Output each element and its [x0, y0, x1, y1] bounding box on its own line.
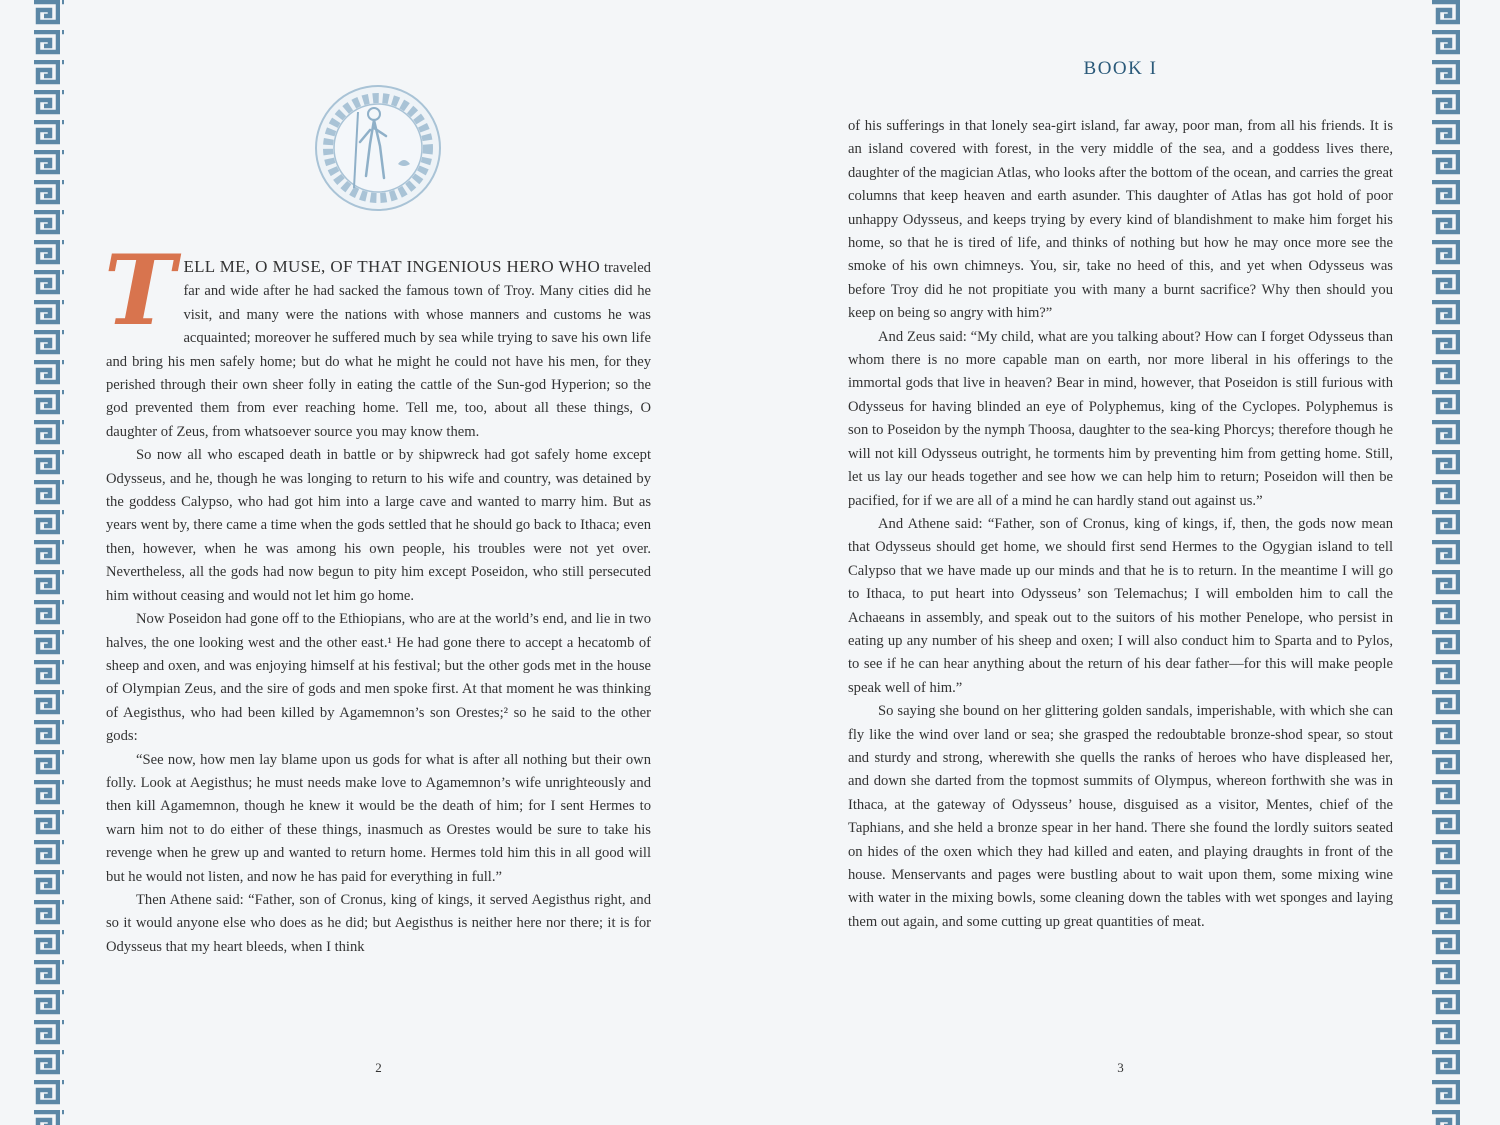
- right-greek-key-border: [1430, 0, 1500, 1125]
- paragraph: And Athene said: “Father, son of Cronus, king of kings, if, then, the gods now mean that Odysseus should get home, we should first send Hermes to the Ogygian island to tell Calypso that we have made up our minds and that he is to return. In the meantime I will go to Ithaca, to put heart into Odysseus’ son Telemachus; I will embolden him to call the Achaeans in assembly, and speak out to the suitors of his mother Penelope, who persist in eating up any number of his sheep and oxen; I will also conduct him to Sparta and to Pylos, to see if he can hear anything about the return of his dear father—for this will make people speak well of him.”: [848, 515, 1393, 696]
- paragraph: And Zeus said: “My child, what are you talking about? How can I forget Odysseus than whom there is no more capable man on earth, nor more liberal in his offerings to the immortal gods that live in heaven? Bear in mind, however, that Poseidon is still furious with Odysseus for having blinded an eye of Polyphemus, king of the Cyclopes. Polyphemus is son to Poseidon by the nymph Thoosa, daughter to the sea-king Phorcys; therefore though he will not kill Odysseus outright, he torments him by preventing him from getting home. Still, let us lay our heads together and see how we can help him to return; Poseidon will then be pacified, for if we are all of a mind he can hardly stand out against us.”: [848, 328, 1393, 509]
- lead-caps: ELL ME, O MUSE, OF THAT INGENIOUS HERO WHO: [183, 257, 601, 276]
- greek-key-border-icon: [0, 0, 64, 1125]
- paragraph: Now Poseidon had gone off to the Ethiopians, who are at the world’s end, and lie in two halves, the one looking west and the other east.¹ He had gone there to accept a hecatomb of sheep and oxen, and was enjoying himself at his festival; but the other gods met in the house of Olympian Zeus, and the sire of gods and men spoke first. At that moment he was thinking of Aegisthus, who had been killed by Agamemnon’s son Orestes;² so he said to the other gods:: [106, 611, 651, 745]
- page-number: 3: [1117, 1060, 1124, 1075]
- athena-medallion-icon: [314, 84, 442, 212]
- drop-cap: T: [104, 234, 176, 347]
- running-head: BOOK I: [1083, 58, 1158, 79]
- paragraph: of his sufferings in that lonely sea-girt island, far away, poor man, from all his friends. It is an island covered with forest, in the very middle of the sea, and a goddess lives there, daughter of the magician Atlas, who looks after the bottom of the ocean, and carries the great columns that keep heaven and earth asunder. This daughter of Atlas has got hold of poor unhappy Odysseus, and keeps trying by every kind of blandishment to make him forget his home, so that he is tired of life, and thinks of nothing but how he may once more see the smoke of his own chimneys. You, sir, take no heed of this, and yet when Odysseus was before Troy did he not propitiate you with many a burnt sacrifice? Why then should you keep on being so angry with him?”: [848, 118, 1393, 322]
- right-page-text: [848, 115, 1393, 934]
- paragraph-text: traveled far and wide after he had sacked the famous town of Troy. Many cities did he visit, and many were the nations with whose manners and customs he was acquainted; moreover he suffered much by sea while trying to save his own life and bring his men safely home; but do what he might he could not have his men, for they perished through their own sheer folly in eating the cattle of the Sun-god Hyperion; so the god prevented them from ever reaching home. Tell me, too, about all these things, O daughter of Zeus, from whatsoever source you may know them.: [106, 260, 651, 440]
- right-page: [848, 0, 1393, 1125]
- paragraph: Then Athene said: “Father, son of Cronus, king of kings, it served Aegisthus right, and so it would anyone else who does as he did; but Aegisthus is neither here nor there; it is for Odysseus that my heart bleeds, when I think: [106, 891, 651, 955]
- left-greek-key-border: [0, 0, 64, 1125]
- paragraph: So now all who escaped death in battle or by shipwreck had got safely home except Odysseus, and he, though he was longing to return to his wife and country, was detained by the goddess Calypso, who had got him into a large cave and wanted to marry him. But as years went by, there came a time when the gods settled that he should go back to Ithaca; even then, however, when he was among his own people, his troubles were not yet over. Nevertheless, all the gods had now begun to pity him except Poseidon, who still persecuted him without ceasing and would not let him go home.: [106, 447, 651, 604]
- left-page: [106, 0, 651, 1125]
- greek-key-border-icon: [1430, 0, 1500, 1125]
- left-page-text: [104, 234, 651, 959]
- paragraph: “See now, how men lay blame upon us gods for what is after all nothing but their own folly. Look at Aegisthus; he must needs make love to Agamemnon’s wife unrighteously and then kill Agamemnon, though he knew it would be the death of him; for I sent Hermes to warn him not to do either of these things, inasmuch as Orestes would be sure to take his revenge when he grew up and wanted to return home. Hermes told him this in all good will but he would not listen, and now he has paid for everything in full.”: [106, 751, 651, 885]
- page-number: 2: [375, 1060, 382, 1075]
- opening-paragraph: [104, 234, 651, 444]
- paragraph: So saying she bound on her glittering golden sandals, imperishable, with which she can fly like the wind over land or sea; she grasped the redoubtable bronze-shod spear, so stout and sturdy and strong, wherewith she quells the ranks of heroes who have displeased her, and down she darted from the topmost summits of Olympus, whereon forthwith she was in Ithaca, at the gateway of Odysseus’ house, disguised as a visitor, Mentes, chief of the Taphians, and she held a bronze spear in her hand. There she found the lordly suitors seated on hides of the oxen which they had killed and eaten, and playing draughts in front of the house. Menservants and pages were bustling about to wait upon them, some mixing wine with water in the mixing bowls, some cleaning down the tables with wet sponges and laying them out again, and some cutting up great quantities of meat.: [848, 703, 1393, 930]
